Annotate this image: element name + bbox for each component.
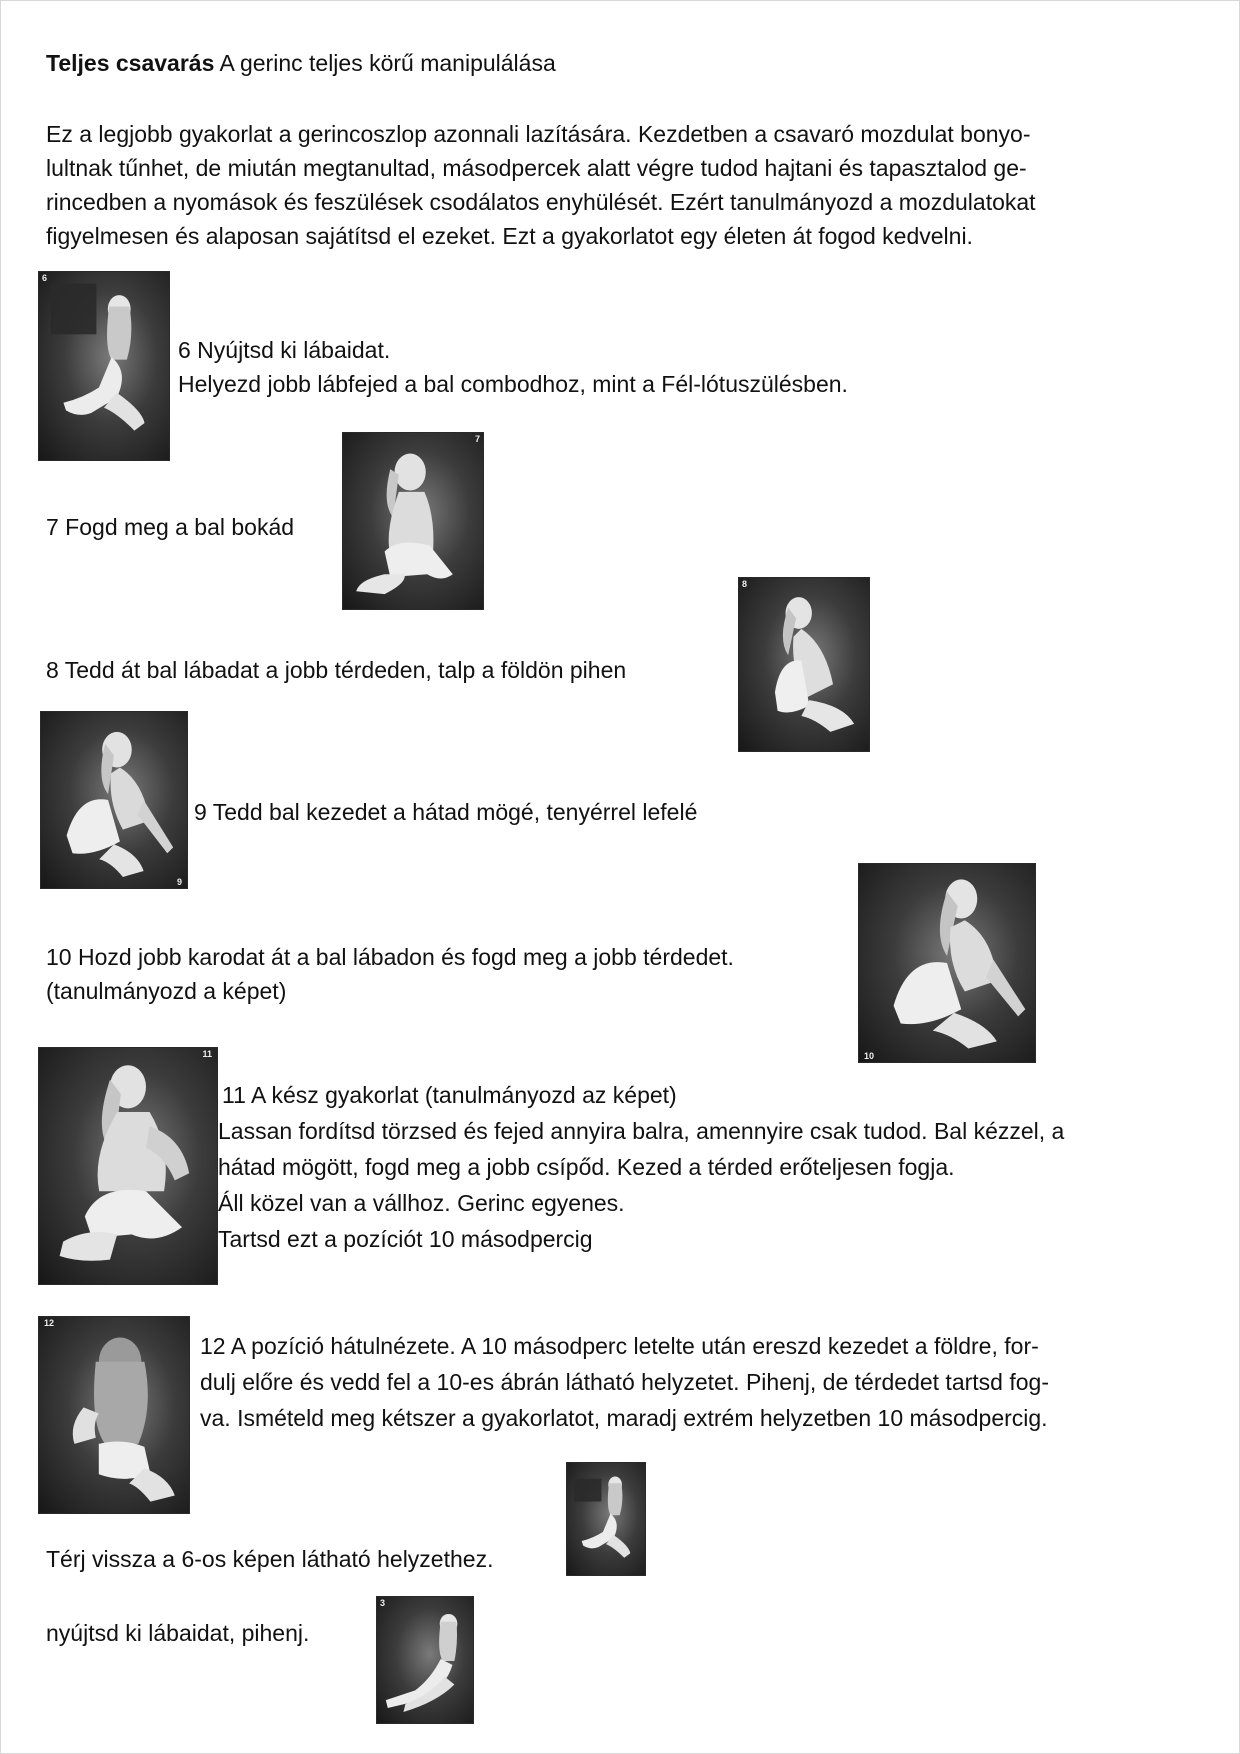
step-9-line: 9 Tedd bal kezedet a hátad mögé, tenyérrel lefelé: [194, 799, 698, 825]
photo-number: 6: [42, 273, 48, 283]
photo-number: 3: [380, 1598, 386, 1608]
intro-line: lultnak tűnhet, de miután megtanultad, másodpercek alatt végre tudod hajtani és tapasztalod ge-: [46, 155, 1027, 181]
step-12-line: dulj előre és vedd fel a 10-es ábrán látható helyzetet. Pihenj, de térdedet tartsd fog-: [200, 1369, 1049, 1395]
photo-step-6: [38, 271, 170, 461]
photo-step-12: [38, 1316, 190, 1514]
intro-line: figyelmesen és alaposan sajátítsd el ezeket. Ezt a gyakorlatot egy életen át fogod kedvelni.: [46, 223, 973, 249]
seated-woman-photo-icon: [858, 863, 1036, 1063]
return-line: Térj vissza a 6-os képen látható helyzethez.: [46, 1546, 494, 1572]
photo-number: 11: [202, 1049, 212, 1059]
intro-line: Ez a legjobb gyakorlat a gerincoszlop azonnali lazítására. Kezdetben a csavaró mozdulat bonyo-: [46, 121, 1031, 147]
photo-rest: [376, 1596, 474, 1724]
seated-woman-photo-icon: [38, 271, 170, 461]
photo-number: 7: [474, 434, 480, 444]
intro-line: rincedben a nyomások és feszülések csodálatos enyhülését. Ezért tanulmányozd a mozdulatokat: [46, 189, 1036, 215]
step-8-line: 8 Tedd át bal lábadat a jobb térdeden, talp a földön pihen: [46, 657, 627, 683]
step-11-line: 11 A kész gyakorlat (tanulmányozd az képet): [222, 1082, 677, 1108]
seated-woman-photo-icon: [376, 1596, 474, 1724]
page-title: [46, 46, 556, 80]
photo-step-8: [738, 577, 870, 752]
title-bold: Teljes csavarás: [46, 50, 215, 76]
photo-step-10: [858, 863, 1036, 1063]
step-6-line: Helyezd jobb lábfejed a bal combodhoz, mint a Fél-lótuszülésben.: [178, 371, 848, 397]
step-11-line: Lassan fordítsd törzsed és fejed annyira balra, amennyire csak tudod. Bal kézzel, a: [218, 1118, 1065, 1144]
seated-woman-photo-icon: [738, 577, 870, 752]
step-10-line: (tanulmányozd a képet): [46, 978, 287, 1004]
seated-woman-photo-icon: [342, 432, 484, 610]
title-rest: A gerinc teljes körű manipulálása: [214, 50, 556, 76]
step-11-line: hátad mögött, fogd meg a jobb csípőd. Kezed a térded erőteljesen fogja.: [218, 1154, 955, 1180]
step-6-line: 6 Nyújtsd ki lábaidat.: [178, 337, 391, 363]
step-7-line: 7 Fogd meg a bal bokád: [46, 514, 295, 540]
photo-number: 12: [44, 1318, 55, 1328]
step-12-line: 12 A pozíció hátulnézete. A 10 másodperc letelte után ereszd kezedet a földre, for-: [200, 1333, 1039, 1359]
seated-woman-photo-icon: [40, 711, 188, 889]
seated-woman-photo-icon: [566, 1462, 646, 1576]
photo-number: 9: [176, 877, 182, 887]
step-11-line: Áll közel van a vállhoz. Gerinc egyenes.: [218, 1190, 625, 1216]
rest-line: nyújtsd ki lábaidat, pihenj.: [46, 1620, 310, 1646]
step-11-line: Tartsd ezt a pozíciót 10 másodpercig: [218, 1226, 593, 1252]
seated-woman-photo-icon: [38, 1316, 190, 1514]
photo-step-11: [38, 1047, 218, 1285]
photo-step-7: [342, 432, 484, 610]
photo-return-6: [566, 1462, 646, 1576]
step-10-line: 10 Hozd jobb karodat át a bal lábadon és fogd meg a jobb térdedet.: [46, 944, 734, 970]
photo-number: 10: [864, 1051, 875, 1061]
photo-number: 8: [742, 579, 748, 589]
photo-step-9: [40, 711, 188, 889]
step-12-line: va. Ismételd meg kétszer a gyakorlatot, maradj extrém helyzetben 10 másodpercig.: [200, 1405, 1048, 1431]
seated-woman-photo-icon: [38, 1047, 218, 1285]
